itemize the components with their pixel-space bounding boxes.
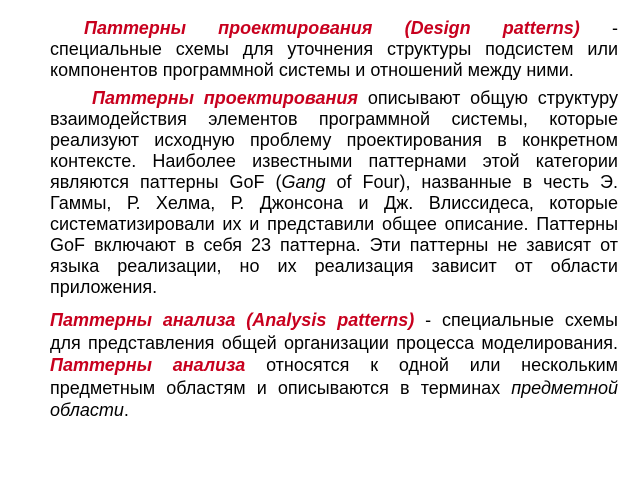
domain-area-italic: предметной области [50, 377, 618, 420]
paragraph-text: относятся к одной или нескольким предметным областям и описываются в терминах [50, 355, 619, 398]
paragraph-text: - специальные схемы для уточнения структуры подсистем или компонентов программной системы и отношений между ними. [50, 18, 618, 80]
paragraph-design-patterns-description [50, 88, 618, 298]
paragraph-design-patterns [50, 18, 618, 81]
gang-italic-word: Gang [281, 172, 326, 192]
paragraph-analysis-patterns [50, 309, 618, 422]
term-analysis-patterns: Паттерны анализа (Analysis patterns) [50, 310, 415, 330]
paragraph-text: - специальные схемы для представления общей организации процесса моделирования. [50, 310, 618, 353]
paragraph-text: of Four), названные в честь Э. Гаммы, Р. Хелма, Р. Джонсона и Дж. Влиссидеса, которые систематизировали их и представили общее описание. Паттерны GoF включают в себя 23 паттерна. Эти паттерны не зависят от языка реализации, но их реализация зависит от области приложения. [50, 172, 618, 297]
term-analysis-patterns-repeat: Паттерны анализа [50, 355, 246, 375]
term-design-patterns-repeat: Паттерны проектирования [92, 88, 359, 108]
term-design-patterns: Паттерны проектирования (Design patterns) [84, 18, 580, 38]
paragraph-end: . [123, 400, 129, 420]
paragraph-text: описывают общую структуру взаимодействия элементов программной системы, которые реализуют исходную проблему проектирования в конкретном контексте. Наиболее известными паттернами этой категории являются паттерны GoF ( [50, 88, 618, 192]
